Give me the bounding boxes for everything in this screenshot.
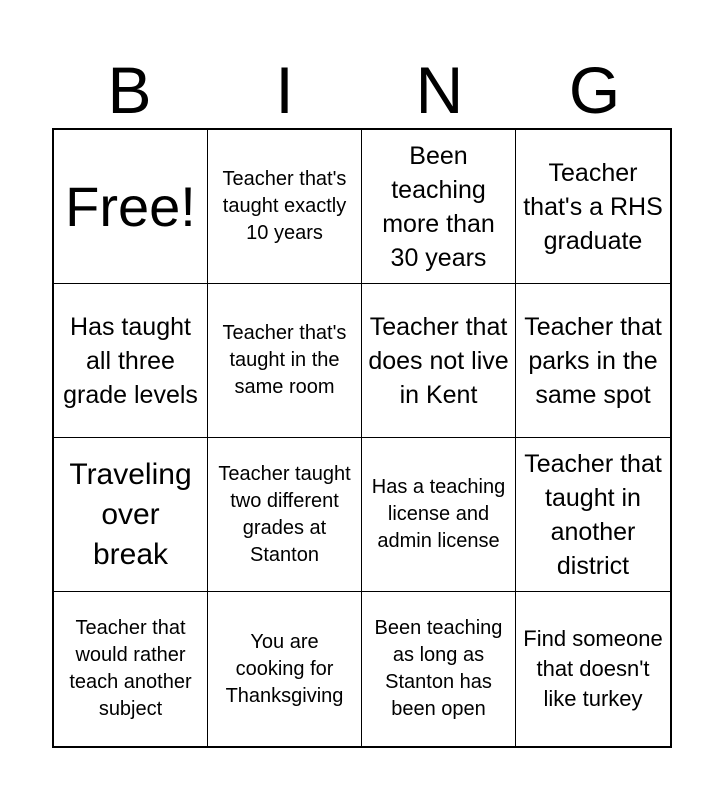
header-letter-i: I: [275, 53, 294, 127]
bingo-cell[interactable]: [54, 438, 208, 592]
cell-label: Teacher that parks in the same spot: [524, 312, 662, 409]
bingo-card-grid: [52, 128, 672, 748]
cell-label: Teacher that's taught in the same room: [222, 322, 347, 398]
bingo-cell[interactable]: [54, 592, 208, 746]
bingo-cell[interactable]: [362, 438, 516, 592]
header-letter-n: N: [415, 53, 464, 127]
cell-label: Has taught all three grade levels: [63, 312, 198, 409]
cell-label: You are cooking for Thanksgiving: [225, 630, 344, 707]
cell-label: Been teaching more than 30 years: [382, 141, 495, 272]
cell-label: Teacher that does not live in Kent: [368, 312, 509, 409]
bingo-cell[interactable]: [362, 592, 516, 746]
bingo-cell[interactable]: [516, 284, 670, 438]
bingo-cell[interactable]: [362, 130, 516, 284]
bingo-cell[interactable]: [516, 438, 670, 592]
bingo-cell[interactable]: [516, 130, 670, 284]
bingo-cell[interactable]: [54, 284, 208, 438]
bingo-cell-free[interactable]: [54, 130, 208, 284]
bingo-cell[interactable]: [208, 438, 362, 592]
bingo-header: [52, 52, 672, 128]
bingo-cell[interactable]: [362, 284, 516, 438]
cell-label: Traveling over break: [69, 457, 192, 571]
cell-label: Teacher that's a RHS graduate: [523, 158, 663, 255]
bingo-cell[interactable]: [208, 592, 362, 746]
header-letter-g: G: [568, 53, 621, 127]
bingo-cell[interactable]: [208, 284, 362, 438]
bingo-cell[interactable]: [208, 130, 362, 284]
cell-label: Teacher that taught in another district: [524, 449, 662, 580]
cell-label: Has a teaching license and admin license: [371, 476, 506, 552]
cell-label: Teacher taught two different grades at Stanton: [218, 462, 351, 566]
cell-label: Find someone that doesn't like turkey: [523, 626, 663, 711]
cell-label: Free!: [65, 174, 196, 238]
cell-label: Teacher that's taught exactly 10 years: [222, 168, 347, 244]
cell-label: Been teaching as long as Stanton has been open: [374, 617, 503, 720]
bingo-cell[interactable]: [516, 592, 670, 746]
header-letter-b: B: [107, 53, 152, 127]
cell-label: Teacher that would rather teach another subject: [69, 617, 192, 720]
